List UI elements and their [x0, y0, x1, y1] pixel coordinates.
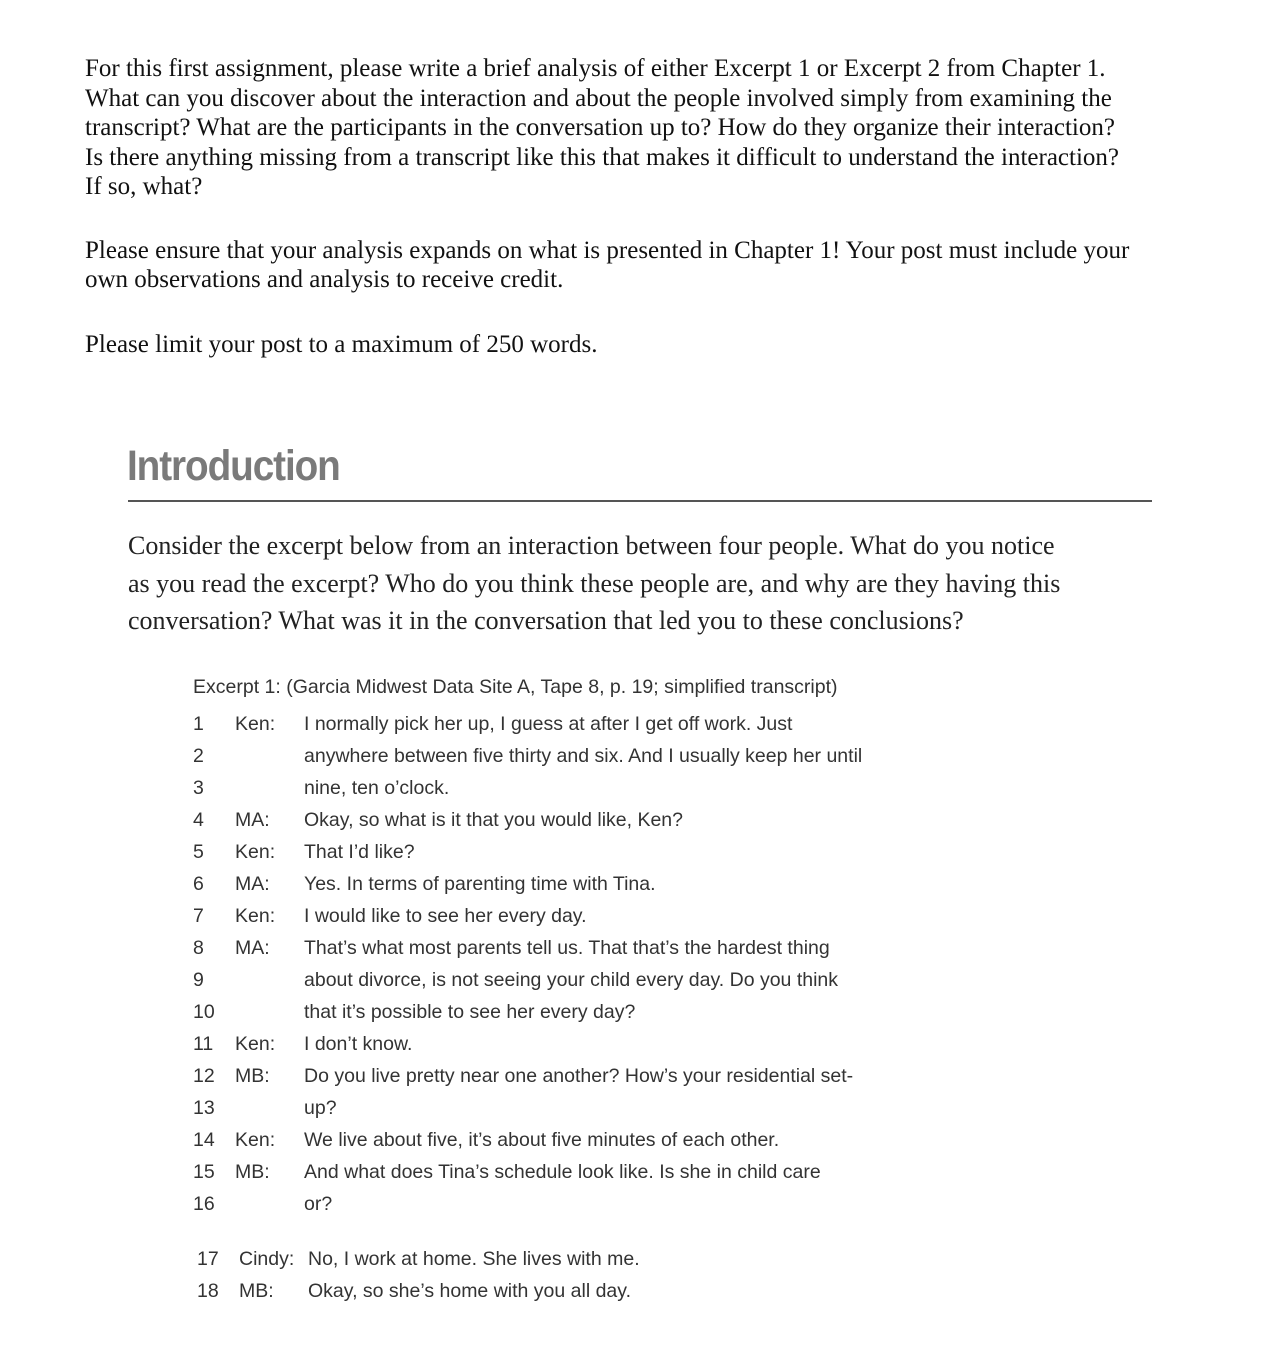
utterance: I would like to see her every day. — [304, 905, 587, 927]
assignment-paragraph-3: Please limit your post to a maximum of 250 words. — [85, 331, 598, 358]
text-line: What can you discover about the interaction and about the people involved simply from examining the — [85, 84, 1112, 112]
utterance: I don’t know. — [304, 1033, 413, 1055]
assignment-paragraph-2 — [85, 236, 1129, 294]
text-line: transcript? What are the participants in the conversation up to? How do they organize their interaction? — [85, 114, 1115, 141]
line-number: 8 — [193, 937, 204, 959]
speaker: MA: — [235, 809, 270, 831]
utterance: Yes. In terms of parenting time with Tina. — [304, 873, 656, 895]
utterance: Okay, so she’s home with you all day. — [308, 1280, 631, 1302]
utterance: I normally pick her up, I guess at after I get off work. Just — [304, 713, 793, 735]
utterance: That’s what most parents tell us. That that’s the hardest thing — [304, 937, 830, 959]
speaker: Ken: — [235, 841, 276, 863]
speaker: MA: — [235, 873, 270, 895]
text-line: conversation? What was it in the conversation that led you to these conclusions? — [128, 606, 964, 635]
utterance: Do you live pretty near one another? How’s your residential set- — [304, 1065, 854, 1087]
excerpt-title: Excerpt 1: (Garcia Midwest Data Site A, Tape 8, p. 19; simplified transcript) — [193, 676, 838, 698]
line-number: 10 — [193, 1001, 215, 1023]
speaker: Cindy: — [239, 1248, 295, 1270]
assignment-paragraph-1 — [85, 54, 1245, 202]
utterance: nine, ten o’clock. — [304, 777, 450, 799]
speaker: Ken: — [235, 905, 276, 927]
text-line: own observations and analysis to receive credit. — [85, 266, 564, 293]
utterance: anywhere between five thirty and six. And I usually keep her until — [304, 745, 863, 767]
text-line: as you read the excerpt? Who do you think these people are, and why are they having this — [128, 568, 1061, 598]
speaker: MA: — [235, 937, 270, 959]
line-number: 5 — [193, 841, 204, 863]
text-line: If so, what? — [85, 173, 203, 200]
speaker: MB: — [239, 1280, 274, 1302]
line-number: 6 — [193, 873, 204, 895]
line-number: 13 — [193, 1097, 215, 1119]
heading-divider — [128, 500, 1152, 502]
line-number: 3 — [193, 777, 204, 799]
utterance: or? — [304, 1193, 333, 1215]
line-number: 4 — [193, 809, 204, 831]
line-number: 15 — [193, 1161, 215, 1183]
speaker: Ken: — [235, 713, 276, 735]
line-number: 16 — [193, 1193, 215, 1215]
intro-paragraph — [128, 527, 1158, 640]
utterance: We live about five, it’s about five minutes of each other. — [304, 1129, 780, 1151]
utterance: That I’d like? — [304, 841, 415, 863]
speaker: MB: — [235, 1065, 270, 1087]
chapter-heading: Introduction — [127, 442, 340, 490]
speaker: MB: — [235, 1161, 270, 1183]
line-number: 18 — [197, 1280, 219, 1302]
speaker: Ken: — [235, 1129, 276, 1151]
line-number: 9 — [193, 969, 204, 991]
utterance: that it’s possible to see her every day? — [304, 1001, 636, 1023]
line-number: 11 — [193, 1033, 214, 1055]
speaker: Ken: — [235, 1033, 276, 1055]
line-number: 12 — [193, 1065, 215, 1087]
text-line: Is there anything missing from a transcript like this that makes it difficult to understand the interaction? — [85, 143, 1120, 171]
line-number: 1 — [193, 713, 204, 735]
text-line: For this first assignment, please write a brief analysis of either Excerpt 1 or Excerpt 2 from Chapter 1. — [85, 55, 1106, 82]
line-number: 7 — [193, 905, 204, 927]
utterance: about divorce, is not seeing your child every day. Do you think — [304, 969, 839, 991]
utterance: Okay, so what is it that you would like, Ken? — [304, 809, 683, 831]
utterance: up? — [304, 1097, 337, 1119]
line-number: 2 — [193, 745, 204, 767]
line-number: 14 — [193, 1129, 215, 1151]
utterance: And what does Tina’s schedule look like. Is she in child care — [304, 1161, 821, 1183]
utterance: No, I work at home. She lives with me. — [308, 1248, 640, 1270]
text-line: Please ensure that your analysis expands on what is presented in Chapter 1! Your post must include your — [85, 237, 1130, 264]
text-line: Consider the excerpt below from an interaction between four people. What do you notice — [128, 531, 1055, 560]
line-number: 17 — [197, 1248, 219, 1270]
